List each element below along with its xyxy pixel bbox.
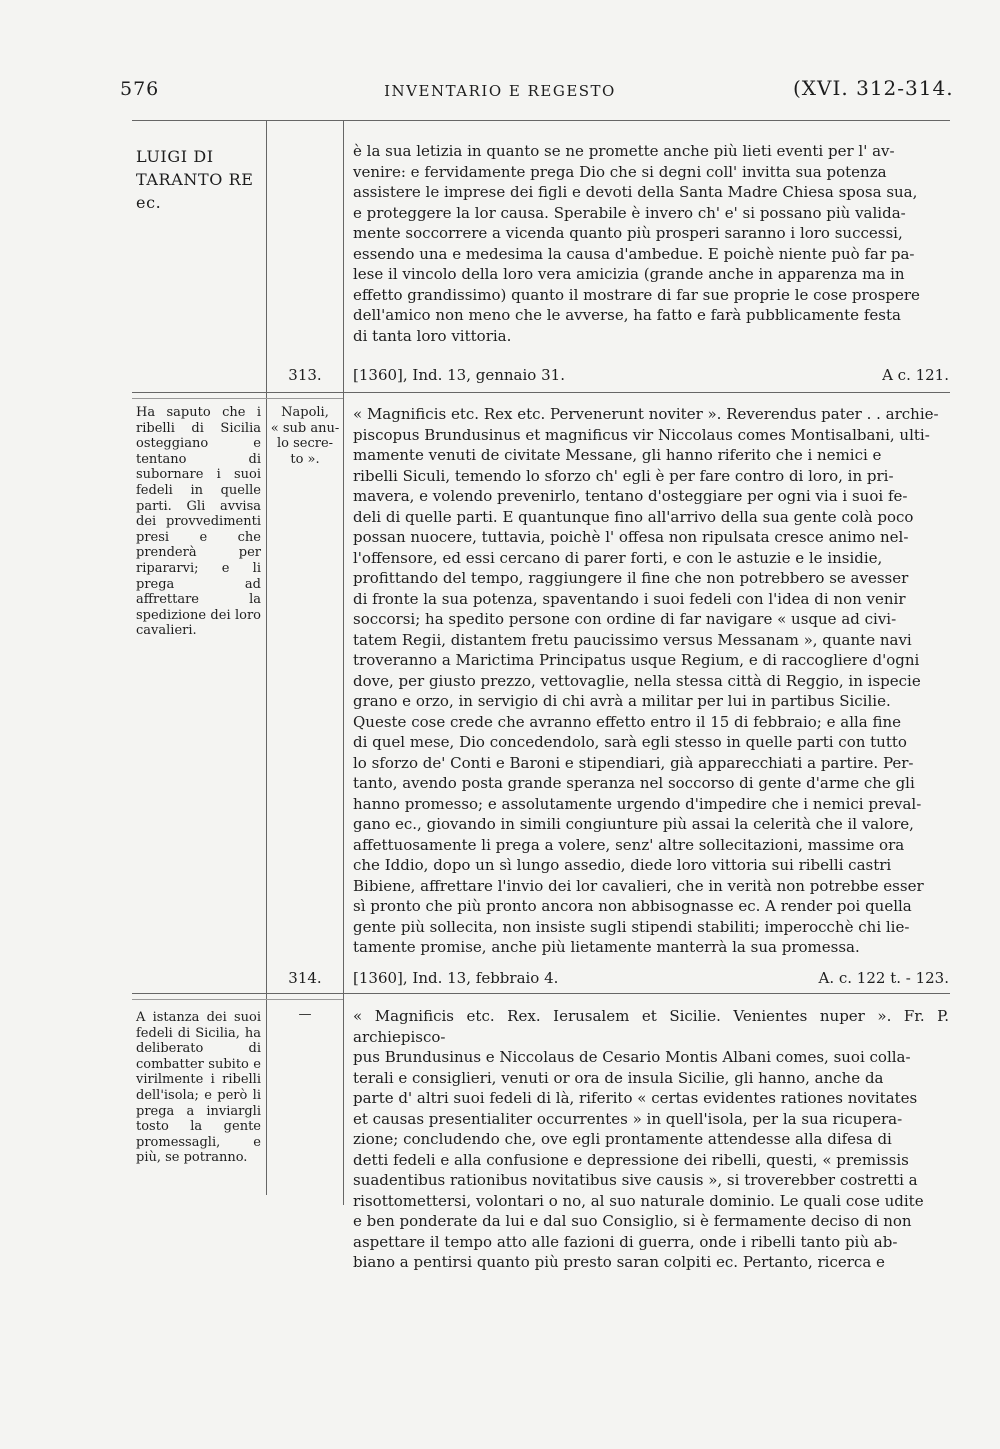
text-line: terali e consiglieri, venuti or ora de insula Sicilie, gli hanno, anche da [353, 1068, 884, 1087]
text-line: gano ec., giovando in simili congiunture più assai la celerità che il valore, [353, 815, 914, 833]
continuation-text [353, 141, 949, 346]
entry-date-line [353, 366, 949, 384]
text-line: di tanta loro vittoria. [353, 326, 512, 345]
text-line: Queste cose crede che avranno effetto entro il 15 di febbraio; e alla fine [353, 712, 902, 731]
entry-number: 314. [288, 969, 322, 987]
text-line: venire: e fervidamente prega Dio che si degni coll' invitta sua potenza [353, 162, 887, 181]
text-line: ribelli Siculi, temendo lo sforzo ch' egli è per fare contro di loro, in pri- [353, 466, 894, 485]
text-line: dell'amico non meno che le avverse, ha fatto e farà pubblicamente festa [353, 306, 901, 324]
entry-date-line [353, 969, 949, 987]
text-line: troveranno a Marictima Principatus usque Regium, e di raccogliere d'ogni [353, 651, 920, 669]
text-line: è la sua letizia in quanto se ne promette anche più lieti eventi per l' av- [353, 142, 895, 160]
entry-place [270, 405, 340, 467]
text-line: zione; concludendo che, ove egli prontamente attendesse alla difesa di [353, 1130, 892, 1148]
section-reference: (XVI. 312-314. [793, 76, 954, 100]
column-divider-left [266, 120, 267, 1195]
entry-summary: Ha saputo che i ribelli di Sicilia osteggiano e tentano di subornare i suoi fedeli in quelle parti. Gli avvisa dei provvedimenti presi e che prenderà per ripararvi; e li prega ad affrettare la spedizione dei loro cavalieri. [136, 405, 261, 639]
text-line: tanto, avendo posta grande speranza nel soccorso di gente d'arme che gli [353, 774, 915, 792]
text-line: gente più sollecita, non insiste sugli stipendi stabiliti; imperocchè chi lie- [353, 917, 910, 936]
place-line: lo secre- [276, 436, 334, 452]
text-line: di quel mese, Dio concedendolo, sarà egli stesso in quelle parti con tutto [353, 733, 907, 751]
text-line: possan nuocere, tuttavia, poichè l' offesa non ripulsata cresce animo nel- [353, 528, 909, 546]
entry-archive-ref: A. c. 122 t. - 123. [818, 969, 949, 987]
text-line: biano a pentirsi quanto più presto saran colpiti ec. Pertanto, ricerca e [353, 1253, 885, 1271]
text-line: pus Brundusinus e Niccolaus de Cesario Montis Albani comes, suoi colla- [353, 1048, 911, 1066]
text-line: che Iddio, dopo un sì lungo assedio, diede loro vittoria sui ribelli castri [353, 856, 892, 874]
text-line: et causas presentialiter occurrentes » in quell'isola, per la sua ricupera- [353, 1109, 903, 1128]
text-line: tamente promise, anche più lietamente manterrà la sua promessa. [353, 938, 860, 956]
text-line: effetto grandissimo) quanto il mostrare di far sue proprie le cose prospere [353, 285, 920, 304]
text-line: grano e orzo, in servigio di chi avrà a militar per lui in partibus Sicilie. [353, 692, 891, 710]
running-title: INVENTARIO E REGESTO [384, 82, 616, 100]
place-line: Napoli, [281, 405, 329, 420]
text-line: detti fedeli e alla confusione e depressione dei ribelli, questi, « premissis [353, 1150, 909, 1169]
text-line: dove, per giusto prezzo, vettovaglie, nella stessa città di Reggio, in ispecie [353, 671, 921, 690]
text-line: e ben ponderate da lui e dal suo Consiglio, si è fermamente deciso di non [353, 1212, 912, 1230]
entry-date: [1360], Ind. 13, febbraio 4. [353, 969, 559, 987]
text-line: profittando del tempo, raggiungere il fine che non potrebbero se avesser [353, 569, 909, 587]
place-line: — [298, 1007, 312, 1022]
text-line: lese il vincolo della loro vera amicizia (grande anche in apparenza ma in [353, 265, 905, 283]
entry-313-rule [132, 392, 950, 393]
text-line: risottomettersi, volontari o no, al suo naturale dominio. Le quali cose udite [353, 1191, 924, 1210]
text-line: hanno promesso; e assolutamente urgendo d'impedire che i nemici preval- [353, 794, 922, 813]
entry-text [353, 404, 949, 958]
text-line: sì pronto che più pronto ancora non abbisognasse ec. A render poi quella [353, 897, 912, 915]
text-line: soccorsi; ha spedito persone con ordine di far navigare « usque ad civi- [353, 610, 897, 628]
text-line: di fronte la sua potenza, spaventando i suoi fedeli con l'idea di non venir [353, 589, 906, 608]
entry-date: [1360], Ind. 13, gennaio 31. [353, 366, 565, 384]
text-line: « Magnificis etc. Rex. Ierusalem et Sicilie. Venientes nuper ». Fr. P. archiepisco- [353, 1007, 949, 1046]
entry-text [353, 1006, 949, 1273]
text-line: mente soccorrere a vicenda quanto più prosperi saranno i loro successi, [353, 224, 903, 242]
place-line: « sub anu- [270, 420, 340, 436]
entry-313-subrule [132, 398, 343, 399]
sender-heading: LUIGI DI TARANTO RE ec. [136, 147, 254, 212]
text-line: aspettare il tempo atto alle fazioni di guerra, onde i ribelli tanto più ab- [353, 1232, 898, 1251]
entry-archive-ref: A c. 121. [882, 366, 949, 384]
column-divider-right [343, 120, 344, 1205]
text-line: mamente venuti de civitate Messane, gli hanno riferito che i nemici e [353, 446, 882, 464]
entry-place [270, 1007, 340, 1023]
header-rule [132, 120, 950, 121]
text-line: piscopus Brundusinus et magnificus vir Niccolaus comes Montisalbani, ulti- [353, 425, 930, 444]
text-line: e proteggere la lor causa. Sperabile è invero ch' e' si possano più valida- [353, 203, 906, 222]
text-line: l'offensore, ed essi cercano di parer forti, e con le astuzie e le insidie, [353, 548, 883, 567]
place-line: to ». [290, 451, 320, 467]
text-line: deli di quelle parti. E quantunque fino all'arrivo della sua gente colà poco [353, 507, 914, 526]
text-line: suadentibus rationibus novitatibus sive causis », si troverebber costretti a [353, 1171, 918, 1189]
text-line: assistere le imprese dei figli e devoti della Santa Madre Chiesa sposa sua, [353, 183, 918, 201]
text-line: affettuosamente li prega a volere, senz' altre sollecitazioni, massime ora [353, 835, 905, 854]
entry-314-rule [132, 993, 950, 994]
text-line: parte d' altri suoi fedeli di là, riferito « certas evidentes rationes novitates [353, 1089, 918, 1107]
entry-summary: A istanza dei suoi fedeli di Sicilia, ha deliberato di combatter subito e virilmente i ribelli dell'isola; e però li prega a inviargli tosto la gente promessagli, e più, se potranno. [136, 1010, 261, 1166]
text-line: Bibiene, affrettare l'invio dei lor cavalieri, che in verità non potrebbe esser [353, 876, 924, 895]
entry-number: 313. [288, 366, 322, 384]
page-number: 576 [120, 78, 160, 100]
text-line: « Magnificis etc. Rex etc. Pervenerunt noviter ». Reverendus pater . . archie- [353, 405, 939, 423]
entry-314-subrule [132, 999, 343, 1000]
text-line: lo sforzo de' Conti e Baroni e stipendiari, già apparecchiati a partire. Per- [353, 753, 914, 772]
text-line: essendo una e medesima la causa d'ambedue. E poichè niente può far pa- [353, 244, 915, 263]
text-line: tatem Regii, distantem fretu paucissimo versus Messanam », quante navi [353, 630, 912, 649]
text-line: mavera, e volendo prevenirlo, tentano d'osteggiare per ogni via i suoi fe- [353, 487, 908, 505]
